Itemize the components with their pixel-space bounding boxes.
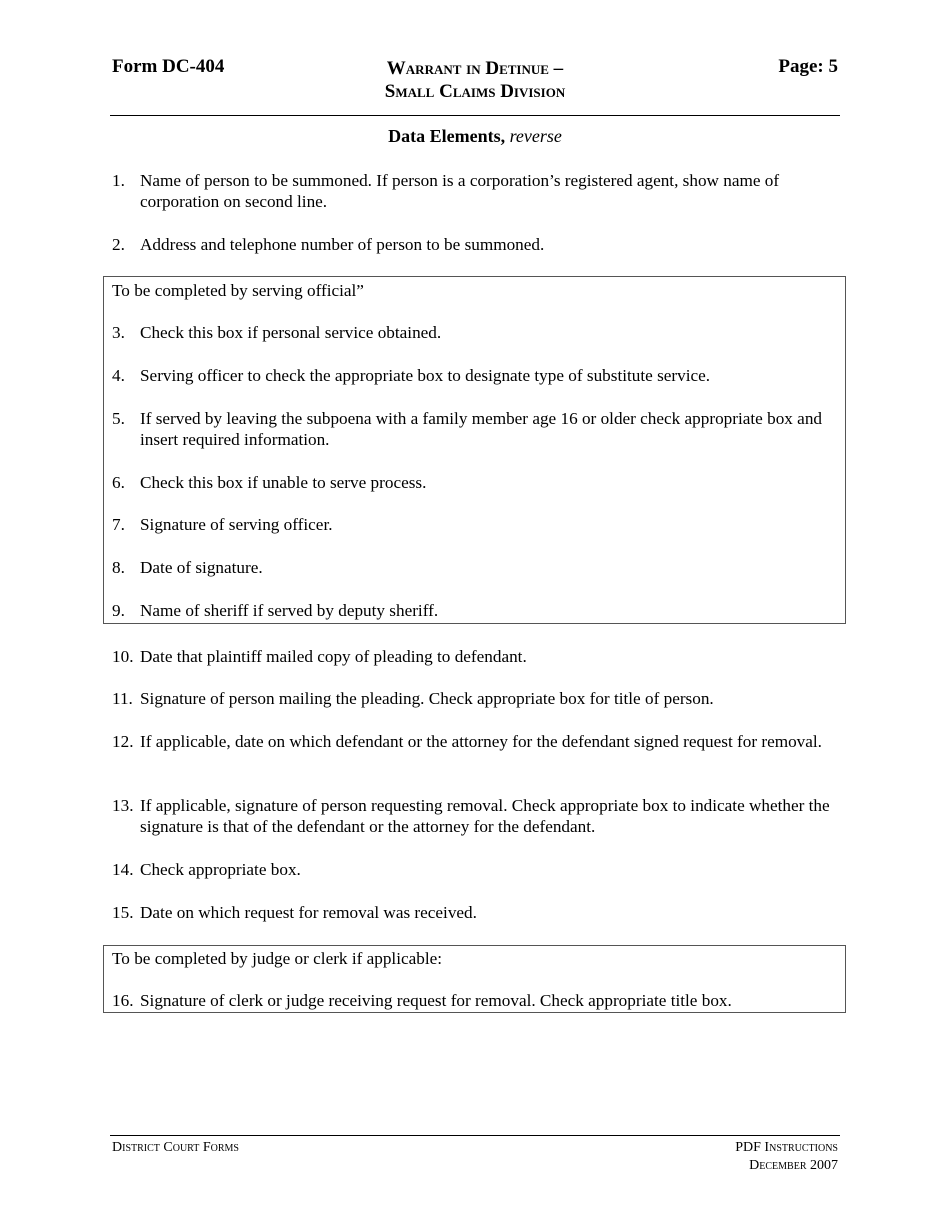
list-item: [112, 646, 842, 667]
list-item: [112, 731, 842, 752]
footer-right-line-2: December 2007: [749, 1158, 838, 1173]
list-item: [112, 902, 842, 923]
list-item: [112, 600, 842, 621]
list-item: [112, 795, 842, 837]
list-item: [112, 234, 842, 255]
section-subtitle: [0, 126, 950, 147]
item-text: If applicable, signature of person requesting removal. Check appropriate box to indicate whether the signature is that of the defendant or the attorney for the defendant.: [140, 796, 830, 836]
item-text: If applicable, date on which defendant or the attorney for the defendant signed request for removal.: [140, 732, 822, 751]
item-number: 3.: [112, 323, 125, 342]
item-text: Date that plaintiff mailed copy of pleading to defendant.: [140, 647, 527, 666]
subtitle-bold: Data Elements,: [388, 126, 506, 146]
list-item: [112, 859, 842, 880]
item-text: Address and telephone number of person to be summoned.: [140, 235, 545, 254]
item-number: 10.: [112, 647, 134, 666]
footer-right-line-1: PDF Instructions: [735, 1140, 838, 1155]
item-number: 14.: [112, 860, 134, 879]
item-text: Check this box if unable to serve process.: [140, 473, 427, 492]
item-number: 15.: [112, 903, 134, 922]
title-line-1: Warrant in Detinue –: [386, 58, 564, 79]
item-text: Name of person to be summoned. If person is a corporation’s registered agent, show name of corporation on second line.: [140, 171, 780, 211]
item-number: 9.: [112, 601, 125, 620]
list-item: [112, 557, 842, 578]
list-item: [112, 408, 842, 450]
item-number: 8.: [112, 558, 125, 577]
item-number: 6.: [112, 473, 125, 492]
item-number: 11.: [112, 689, 133, 708]
item-text: Signature of clerk or judge receiving request for removal. Check appropriate title box.: [140, 991, 732, 1010]
item-text: Serving officer to check the appropriate box to designate type of substitute service.: [140, 366, 711, 385]
header-divider: [110, 115, 840, 116]
list-item: [112, 472, 842, 493]
item-text: Name of sheriff if served by deputy sheriff.: [140, 601, 439, 620]
subtitle-italic: reverse: [509, 126, 562, 146]
list-item: [112, 990, 842, 1011]
item-number: 16.: [112, 991, 134, 1010]
item-number: 2.: [112, 235, 125, 254]
item-text: Check this box if personal service obtained.: [140, 323, 442, 342]
item-number: 7.: [112, 515, 125, 534]
list-item: [112, 322, 842, 343]
item-text: Signature of serving officer.: [140, 515, 333, 534]
footer-left: District Court Forms: [112, 1140, 239, 1155]
item-text: Signature of person mailing the pleading. Check appropriate box for title of person.: [140, 689, 714, 708]
item-text: Date on which request for removal was received.: [140, 903, 477, 922]
item-text: If served by leaving the subpoena with a family member age 16 or older check appropriate box and insert required information.: [140, 409, 823, 449]
item-number: 5.: [112, 409, 125, 428]
item-number: 13.: [112, 796, 134, 815]
list-item: [112, 514, 842, 535]
item-text: Date of signature.: [140, 558, 263, 577]
footer-right: [735, 1139, 838, 1175]
item-number: 12.: [112, 732, 134, 751]
item-text: Check appropriate box.: [140, 860, 301, 879]
list-item: [112, 688, 842, 709]
page-number: Page: 5: [778, 56, 838, 77]
box-heading: To be completed by serving official”: [112, 281, 364, 300]
list-item: [112, 170, 842, 212]
box-heading: To be completed by judge or clerk if applicable:: [112, 949, 443, 968]
form-id: Form DC-404: [112, 56, 225, 77]
item-number: 4.: [112, 366, 125, 385]
item-number: 1.: [112, 171, 125, 190]
list-item: [112, 365, 842, 386]
title-line-2: Small Claims Division: [384, 81, 566, 102]
footer-divider: [110, 1135, 840, 1136]
